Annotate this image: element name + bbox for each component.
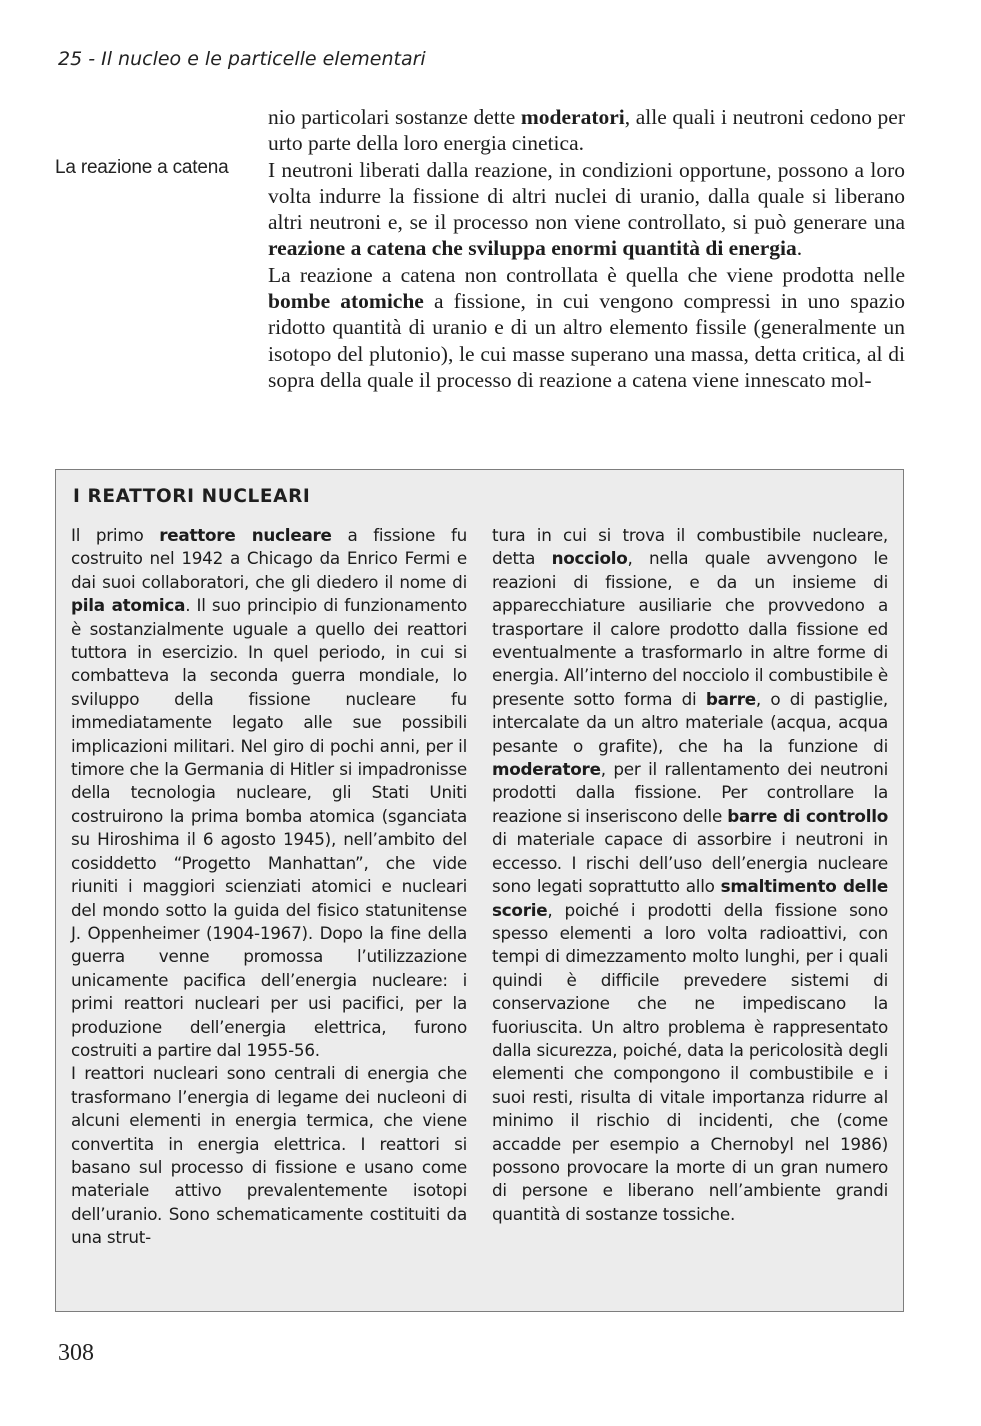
- bold-term: barre: [705, 688, 756, 709]
- main-paragraph: [268, 262, 905, 393]
- box-paragraph: [71, 524, 467, 1062]
- text-run: La reazione a catena non controllata è quella che viene prodotta nelle: [268, 262, 905, 287]
- bold-term: smaltimento delle scorie: [492, 876, 889, 920]
- bold-term: moderatore: [492, 759, 601, 780]
- main-text: [268, 104, 905, 393]
- text-run: , nella quale avvengono le reazioni di fissione, e da un insieme di apparecchiature ausiliarie che provvedono a trasportare il calore prodotto dalla fissione ed eventualmente a trasformarlo in altre forme di energia. All’interno del nocciolo il combustibile è presente sotto forma di: [492, 548, 888, 709]
- text-run: a fissione fu costruito nel 1942 a Chicago da Enrico Fermi e dai suoi collaboratori, che gli diedero il nome di: [71, 525, 468, 592]
- text-run: , o di pastiglie, intercalate da un altro materiale (acqua, acqua pesante o grafite), che ha la funzione di: [492, 688, 888, 756]
- page-number: 308: [58, 1340, 94, 1366]
- box-column-right: [492, 524, 888, 1226]
- box-paragraph: [492, 524, 888, 1226]
- bold-term: bombe atomiche: [268, 289, 424, 314]
- bold-term: pila atomica: [71, 595, 186, 616]
- bold-term: barre di controllo: [727, 805, 888, 826]
- box-paragraph: [71, 1062, 467, 1249]
- bold-term: reattore nucleare: [159, 525, 332, 545]
- text-run: I neutroni liberati dalla reazione, in condizioni opportune, possono a loro volta indurre la fissione di altri nuclei di uranio, dalla quale si liberano altri neutroni e, se il processo non viene controllato, si può generare una: [268, 157, 905, 235]
- main-paragraph: [268, 157, 905, 262]
- text-run: , poiché i prodotti della fissione sono spesso elementi a loro volta radioattivi, con tempi di dimezzamento molto lunghi, per i quali quindi è difficile prevedere sistemi di conservazione che ne impediscano la fuoriuscita. Un altro problema è rappresentato dalla sicurezza, poiché, data la pericolosità degli elementi che compongono il combustibile e i suoi resti, risulta di vitale importanza ridurre al minimo il rischio di incidenti, che (come accadde per esempio a Chernobyl nel 1986) possono provocare la morte di un gran numero di persone e liberano nell’ambiente grandi quantità di sostanze tossiche.: [492, 899, 888, 1224]
- text-run: a fissione, in cui vengono compressi in uno spazio ridotto quantità di uranio e di un altro elemento fissile (generalmente un isotopo del plutonio), le cui masse superano una massa, detta critica, al di sopra della quale il processo di reazione a catena viene innescato mol-: [268, 289, 905, 392]
- text-run: I reattori nucleari sono centrali di energia che trasformano l’energia di legame dei nucleoni di alcuni elementi in energia termica, che viene convertita in energia elettrica. I reattori si basano sul processo di fissione e usano come materiale attivo prevalentemente isotopi dell’uranio. Sono schematicamente costituiti da una strut-: [71, 1063, 467, 1248]
- text-run: nio particolari sostanze dette: [268, 105, 521, 129]
- bold-term: reazione a catena che sviluppa enormi quantità di energia: [268, 236, 797, 261]
- main-paragraph: [268, 104, 905, 157]
- text-run: , per il rallentamento dei neutroni prodotti dalla fissione. Per controllare la reazione si inseriscono delle: [492, 759, 888, 826]
- margin-note: La reazione a catena: [55, 157, 229, 178]
- text-run: Il primo: [71, 525, 160, 545]
- bold-term: moderatori: [520, 105, 625, 129]
- text-run: di materiale capace di assorbire i neutroni in eccesso. I rischi dell’uso dell’energia nucleare sono legati soprattutto allo: [492, 829, 888, 897]
- text-run: , alle quali i neutroni cedono per urto parte della loro energia cinetica.: [268, 105, 906, 156]
- box-title: I REATTORI NUCLEARI: [73, 486, 311, 507]
- running-head: 25 - Il nucleo e le particelle elementari: [58, 48, 426, 70]
- sidebar-box-reactors: [55, 469, 904, 1312]
- text-run: . Il suo principio di funzionamento è sostanzialmente uguale a quello dei reattori tuttora in esercizio. In quel periodo, in cui si combatteva la seconda guerra mondiale, lo sviluppo della fissione nucleare fu immediatamente legato alle sue possibili implicazioni militari. Nel giro di pochi anni, per il timore che la Germania di Hitler si impadronisse della tecnologia nucleare, gli Stati Uniti costruirono la prima bomba atomica (sganciata su Hiroshima il 6 agosto 1945), nell’ambito del cosiddetto “Progetto Manhattan”, che vide riuniti i maggiori scienziati atomici e nucleari del mondo sotto la guida del fisico statunitense J. Oppenheimer (1904-1967). Dopo la fine della guerra venne promossa l’utilizzazione unicamente pacifica dell’energia nucleare: i primi reattori nucleari per usi pacifici, per la produzione dell’energia elettrica, furono costruiti a partire dal 1955-56.: [71, 595, 467, 1060]
- box-column-left: [71, 524, 467, 1250]
- text-run: tura in cui si trova il combustibile nucleare, detta: [492, 525, 888, 569]
- text-run: .: [796, 236, 803, 261]
- bold-term: nocciolo: [551, 548, 628, 569]
